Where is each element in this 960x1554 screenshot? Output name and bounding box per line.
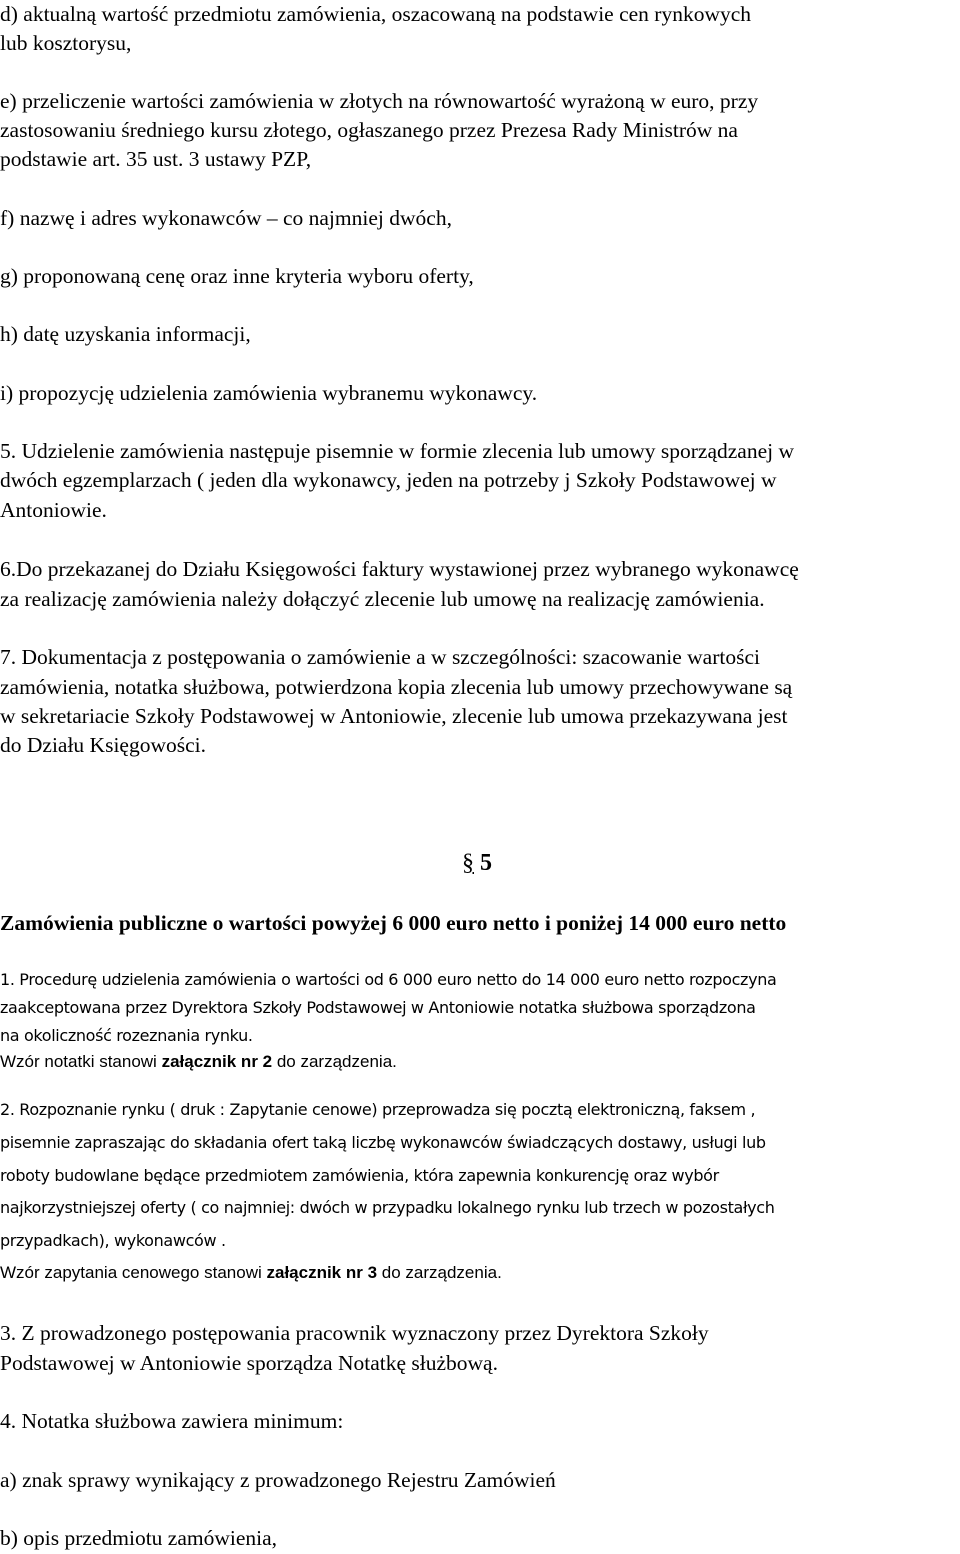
section-symbol: § xyxy=(462,850,474,876)
s3-line-1: 3. Z prowadzonego postępowania pracownik wyznaczony przez Dyrektora Szkoły xyxy=(0,1321,709,1345)
paragraph-7-line-4: do Działu Księgowości. xyxy=(0,733,207,757)
section-heading-number xyxy=(462,850,492,877)
s2-line-4: najkorzystniejszej oferty ( co najmniej: dwóch w przypadku lokalnego rynku lub trzech w pozostałych xyxy=(0,1198,775,1217)
s2-line-6 xyxy=(0,1261,502,1285)
paragraph-5-line-1: 5. Udzielenie zamówienia następuje pisemnie w formie zlecenia lub umowy sporządzanej w xyxy=(0,439,795,463)
s1-line-2: zaakceptowana przez Dyrektora Szkoły Podstawowej w Antoniowie notatka służbowa sporządzona xyxy=(0,998,756,1017)
s2-attachment-ref: załącznik nr 3 xyxy=(266,1263,378,1282)
item-d-line-2: lub kosztorysu, xyxy=(0,31,132,55)
s1-line-1: 1. Procedurę udzielenia zamówienia o wartości od 6 000 euro netto do 14 000 euro netto rozpoczyna xyxy=(0,970,777,989)
paragraph-5-line-2: dwóch egzemplarzach ( jeden dla wykonawcy, jeden na potrzeby j Szkoły Podstawowej w xyxy=(0,468,777,492)
s1-template-text: Wzór notatki stanowi xyxy=(0,1052,162,1071)
paragraph-6-line-1: 6.Do przekazanej do Działu Księgowości faktury wystawionej przez wybranego wykonawcę xyxy=(0,557,799,581)
s2-line-3: roboty budowlane będące przedmiotem zamówienia, która zapewnia konkurencję oraz wybór xyxy=(0,1166,719,1185)
s2-line-2: pisemnie zapraszając do składania ofert taką liczbę wykonawców świadczących dostawy, usługi lub xyxy=(0,1133,766,1152)
s4-item-b: b) opis przedmiotu zamówienia, xyxy=(0,1526,278,1550)
section-number: 5 xyxy=(480,850,492,876)
item-d-line-1: d) aktualną wartość przedmiotu zamówienia, oszacowaną na podstawie cen rynkowych xyxy=(0,2,752,26)
s1-line-4 xyxy=(0,1050,397,1074)
paragraph-7-line-2: zamówienia, notatka służbowa, potwierdzona kopia zlecenia lub umowy przechowywane są xyxy=(0,675,793,699)
item-e-line-1: e) przeliczenie wartości zamówienia w złotych na równowartość wyrażoną w euro, przy xyxy=(0,89,759,113)
item-f: f) nazwę i adres wykonawców – co najmniej dwóch, xyxy=(0,206,452,230)
item-i: i) propozycję udzielenia zamówienia wybranemu wykonawcy. xyxy=(0,381,538,405)
s3-line-2: Podstawowej w Antoniowie sporządza Notatkę służbową. xyxy=(0,1351,498,1375)
s2-line-1: 2. Rozpoznanie rynku ( druk : Zapytanie cenowe) przeprowadza się pocztą elektroniczną, faksem , xyxy=(0,1100,756,1119)
s2-line-5: przypadkach), wykonawców . xyxy=(0,1231,226,1250)
s4-line-1: 4. Notatka służbowa zawiera minimum: xyxy=(0,1409,344,1433)
s2-template-suffix: do zarządzenia. xyxy=(377,1263,502,1282)
item-e-line-2: zastosowaniu średniego kursu złotego, ogłaszanego przez Prezesa Rady Ministrów na xyxy=(0,118,738,142)
paragraph-7-line-3: w sekretariacie Szkoły Podstawowej w Antoniowie, zlecenie lub umowa przekazywana jest xyxy=(0,704,788,728)
s1-line-3: na okoliczność rozeznania rynku. xyxy=(0,1026,253,1045)
s2-template-text: Wzór zapytania cenowego stanowi xyxy=(0,1263,267,1282)
item-g: g) proponowaną cenę oraz inne kryteria wyboru oferty, xyxy=(0,264,474,288)
paragraph-5-line-3: Antoniowie. xyxy=(0,498,107,522)
s1-template-suffix: do zarządzenia. xyxy=(272,1052,397,1071)
s4-item-a: a) znak sprawy wynikający z prowadzonego Rejestru Zamówień xyxy=(0,1468,556,1492)
s1-attachment-ref: załącznik nr 2 xyxy=(161,1052,273,1071)
paragraph-7-line-1: 7. Dokumentacja z postępowania o zamówienie a w szczególności: szacowanie wartości xyxy=(0,645,760,669)
paragraph-6-line-2: za realizację zamówienia należy dołączyć zlecenie lub umowę na realizację zamówienia. xyxy=(0,587,765,611)
section-title: Zamówienia publiczne o wartości powyżej 6 000 euro netto i poniżej 14 000 euro netto xyxy=(0,911,787,935)
item-h: h) datę uzyskania informacji, xyxy=(0,322,251,346)
item-e-line-3: podstawie art. 35 ust. 3 ustawy PZP, xyxy=(0,147,312,171)
